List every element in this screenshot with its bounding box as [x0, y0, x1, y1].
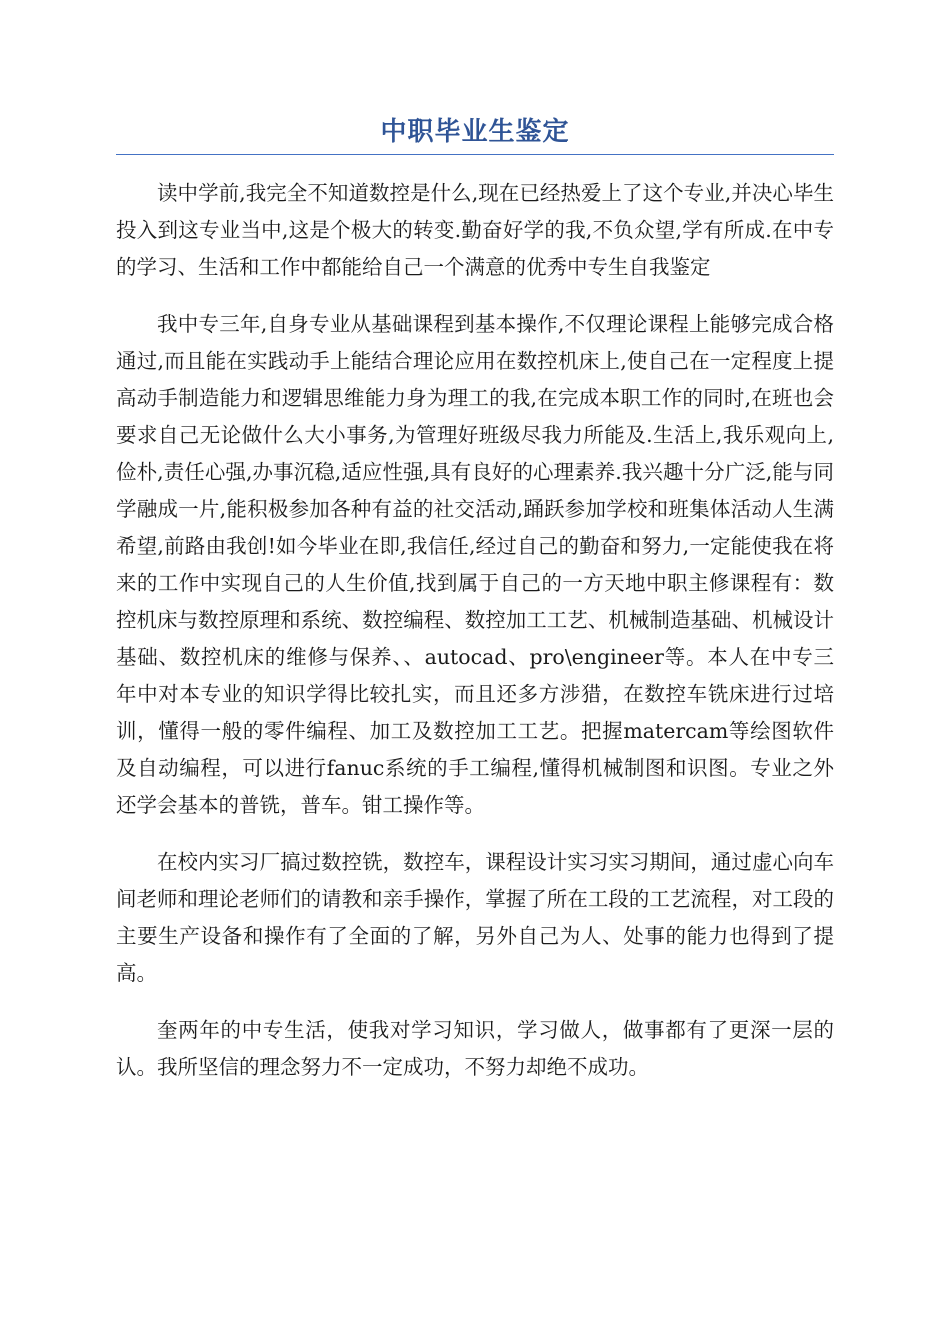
title-underline: [116, 154, 834, 155]
paragraph-3: 在校内实习厂搞过数控铣，数控车，课程设计实习实习期间，通过虚心向车间老师和理论老师们的请教和亲手操作，掌握了所在工段的工艺流程，对工段的主要生产设备和操作有了全面的了解，另外自己为人、处事的能力也得到了提高。: [116, 850, 834, 985]
paragraph-2: 我中专三年,自身专业从基础课程到基本操作,不仅理论课程上能够完成合格通过,而且能在实践动手上能结合理论应用在数控机床上,使自己在一定程度上提高动手制造能力和逻辑思维能力身为理工的我,在完成本职工作的同时,在班也会要求自己无论做什么大小事务,为管理好班级尽我力所能及.生活上,我乐观向上,俭朴,责任心强,办事沉稳,适应性强,具有良好的心理素养.我兴趣十分广泛,能与同学融成一片,能积极参加各种有益的社交活动,踊跃参加学校和班集体活动人生满希望,前路由我创!如今毕业在即,我信任,经过自己的勤奋和努力,一定能使我在将来的工作中实现自己的人生价值,找到属于自己的一方天地中职主修课程有：数控机床与数控原理和系统、数控编程、数控加工工艺、机械制造基础、机械设计基础、数控机床的维修与保养、、autocad、pro\engineer等。本人在中专三年中对本专业的知识学得比较扎实，而且还多方涉猎，在数控车铣床进行过培训，懂得一般的零件编程、加工及数控加工工艺。把握matercam等绘图软件及自动编程，可以进行fanuc系统的手工编程,懂得机械制图和识图。专业之外还学会基本的普铣，普车。钳工操作等。: [116, 312, 834, 817]
document-page: [116, 112, 834, 1106]
paragraph-1: 读中学前,我完全不知道数控是什么,现在已经热爱上了这个专业,并决心毕生投入到这专业当中,这是个极大的转变.勤奋好学的我,不负众望,学有所成.在中专的学习、生活和工作中都能给自己一个满意的优秀中专生自我鉴定: [116, 181, 834, 279]
document-title: 中职毕业生鉴定: [380, 117, 570, 147]
paragraph-4: 奎两年的中专生活，使我对学习知识，学习做人，做事都有了更深一层的认。我所坚信的理念努力不一定成功，不努力却绝不成功。: [116, 1018, 834, 1079]
